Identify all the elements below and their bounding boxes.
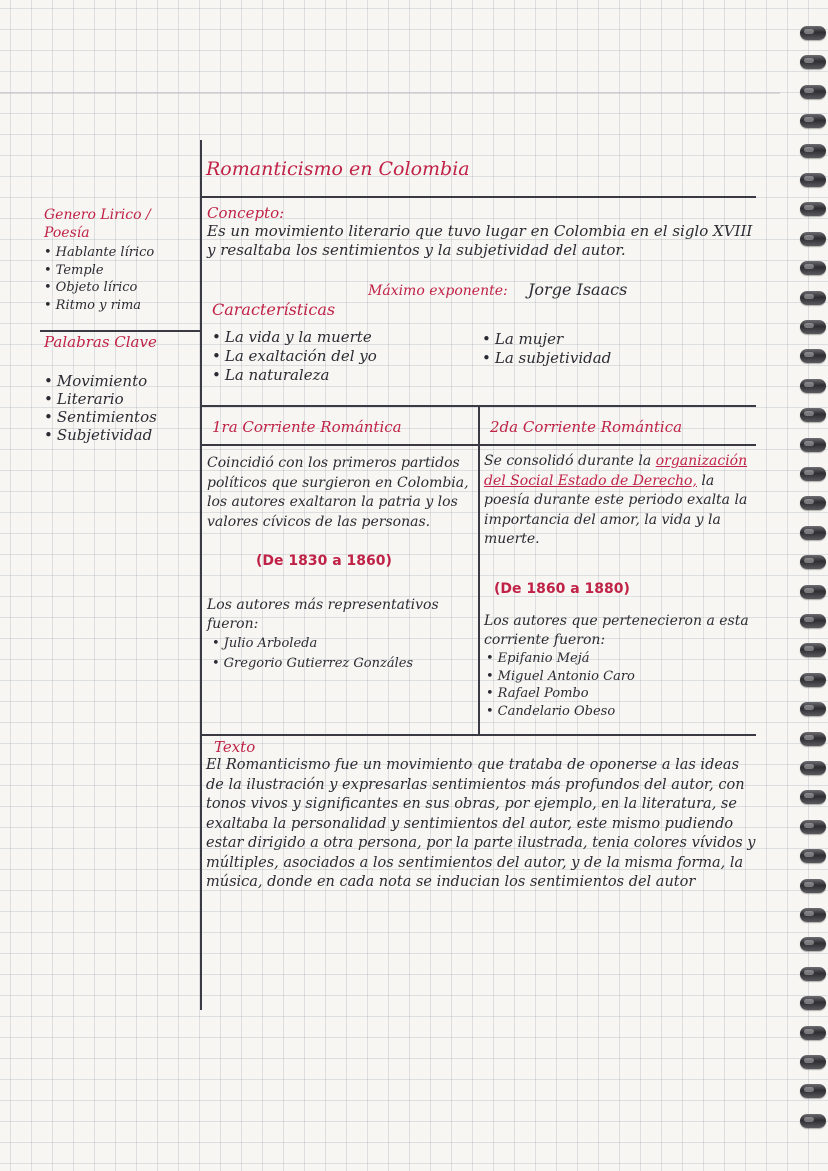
sidebar-divider bbox=[40, 330, 202, 332]
second-current-text-a: Se consolidó durante la bbox=[484, 453, 652, 469]
spiral-ring bbox=[800, 761, 826, 775]
spiral-ring bbox=[800, 790, 826, 804]
spiral-ring bbox=[800, 1084, 826, 1098]
author-item: • Gregorio Gutierrez Gonzáles bbox=[212, 654, 476, 674]
genre-item: • Temple bbox=[44, 262, 200, 280]
first-current-authors bbox=[212, 634, 476, 674]
text-section-body: El Romanticismo fue un movimiento que trataba de oponerse a las ideas de la ilustración y expresarlas sentimientos más profundos del autor, con tonos vivos y significantes en sus obras, por ejemplo, en la literatura, se exaltaba la personalidad y sentimientos del autor, este mismo pudiendo estar dirigido a otra persona, por la parte ilustrada, tenia colores vívidos y múltiples, asociados a los sentimientos del autor, y de la misma forma, la música, donde en cada nota se inducian los sentimientos del autor bbox=[206, 757, 756, 890]
title-underline bbox=[200, 196, 756, 198]
vertical-divider-main bbox=[200, 140, 202, 1010]
characteristics-label: Características bbox=[212, 300, 336, 319]
spiral-ring bbox=[800, 202, 826, 216]
second-current-authors bbox=[486, 650, 754, 720]
spiral-ring bbox=[800, 291, 826, 305]
spiral-ring bbox=[800, 55, 826, 69]
second-current-dates: (De 1860 a 1880) bbox=[494, 581, 630, 597]
characteristic-item: • La naturaleza bbox=[212, 366, 472, 385]
spiral-ring bbox=[800, 496, 826, 510]
first-current-dates: (De 1830 a 1860) bbox=[256, 553, 392, 569]
genre-item: • Objeto lírico bbox=[44, 279, 200, 297]
currents-divider bbox=[478, 405, 480, 735]
spiral-ring bbox=[800, 467, 826, 481]
characteristics-right-list bbox=[482, 330, 742, 368]
second-current-authors-label: Los autores que pertenecieron a esta corriente fueron: bbox=[484, 613, 749, 648]
spiral-ring bbox=[800, 1055, 826, 1069]
spiral-ring bbox=[800, 555, 826, 569]
spiral-ring bbox=[800, 820, 826, 834]
first-current-text: Coincidió con los primeros partidos políticos que surgieron en Colombia, los autores exaltaron la patria y los valores cívicos de las personas. bbox=[207, 455, 469, 530]
characteristic-item: • La mujer bbox=[482, 330, 742, 349]
spiral-ring bbox=[800, 114, 826, 128]
genre-heading: Genero Lirico / Poesía bbox=[44, 207, 151, 241]
genre-item: • Hablante lírico bbox=[44, 244, 200, 262]
spiral-ring bbox=[800, 144, 826, 158]
first-current-heading: 1ra Corriente Romántica bbox=[212, 418, 402, 436]
genre-item: • Ritmo y rima bbox=[44, 297, 200, 315]
spiral-ring bbox=[800, 643, 826, 657]
spiral-ring bbox=[800, 732, 826, 746]
spiral-ring bbox=[800, 937, 826, 951]
author-item: • Julio Arboleda bbox=[212, 634, 476, 654]
spiral-ring bbox=[800, 673, 826, 687]
first-current-authors-label: Los autores más representativos fueron: bbox=[207, 597, 439, 632]
keywords-heading: Palabras Clave bbox=[44, 333, 157, 351]
page-title: Romanticismo en Colombia bbox=[206, 158, 470, 180]
spiral-ring bbox=[800, 614, 826, 628]
spiral-ring bbox=[800, 320, 826, 334]
spiral-ring bbox=[800, 85, 826, 99]
spiral-ring bbox=[800, 996, 826, 1010]
spiral-ring bbox=[800, 1114, 826, 1128]
second-current-text-b: la poesía durante este periodo exalta la importancia del amor, la vida y la muerte. bbox=[484, 472, 748, 547]
text-section-top-line bbox=[200, 734, 756, 736]
page-top-line bbox=[0, 92, 780, 94]
spiral-ring bbox=[800, 438, 826, 452]
spiral-ring bbox=[800, 526, 826, 540]
spiral-ring bbox=[800, 261, 826, 275]
keyword-item: • Movimiento bbox=[44, 372, 200, 390]
spiral-ring bbox=[800, 879, 826, 893]
spiral-ring bbox=[800, 349, 826, 363]
spiral-ring bbox=[800, 379, 826, 393]
spiral-ring bbox=[800, 908, 826, 922]
text-section-label: Texto bbox=[214, 738, 256, 756]
spiral-ring bbox=[800, 849, 826, 863]
concept-text: Es un movimiento literario que tuvo lugar en Colombia en el siglo XVIII y resaltaba los sentimientos y la subjetividad del autor. bbox=[207, 222, 753, 259]
genre-items-list bbox=[44, 244, 200, 314]
keywords-list bbox=[44, 372, 200, 444]
characteristic-item: • La exaltación del yo bbox=[212, 347, 472, 366]
concept-label: Concepto: bbox=[207, 204, 285, 222]
spiral-ring bbox=[800, 585, 826, 599]
spiral-ring bbox=[800, 967, 826, 981]
characteristic-item: • La subjetividad bbox=[482, 349, 742, 368]
exponent-label: Máximo exponente: bbox=[368, 283, 508, 299]
keyword-item: • Sentimientos bbox=[44, 408, 200, 426]
characteristics-left-list bbox=[212, 328, 472, 385]
author-item: • Miguel Antonio Caro bbox=[486, 668, 754, 686]
second-current-heading: 2da Corriente Romántica bbox=[490, 418, 683, 436]
author-item: • Epifanio Mejá bbox=[486, 650, 754, 668]
spiral-ring bbox=[800, 173, 826, 187]
spiral-binding bbox=[798, 26, 828, 1166]
spiral-ring bbox=[800, 26, 826, 40]
spiral-ring bbox=[800, 702, 826, 716]
second-current-highlight: organización del Social Estado de Derecho, bbox=[484, 453, 748, 489]
spiral-ring bbox=[800, 232, 826, 246]
author-item: • Candelario Obeso bbox=[486, 703, 754, 721]
keyword-item: • Subjetividad bbox=[44, 426, 200, 444]
exponent-value: Jorge Isaacs bbox=[528, 280, 628, 299]
author-item: • Rafael Pombo bbox=[486, 685, 754, 703]
characteristic-item: • La vida y la muerte bbox=[212, 328, 472, 347]
second-current-text bbox=[484, 452, 754, 550]
keyword-item: • Literario bbox=[44, 390, 200, 408]
spiral-ring bbox=[800, 408, 826, 422]
spiral-ring bbox=[800, 1026, 826, 1040]
